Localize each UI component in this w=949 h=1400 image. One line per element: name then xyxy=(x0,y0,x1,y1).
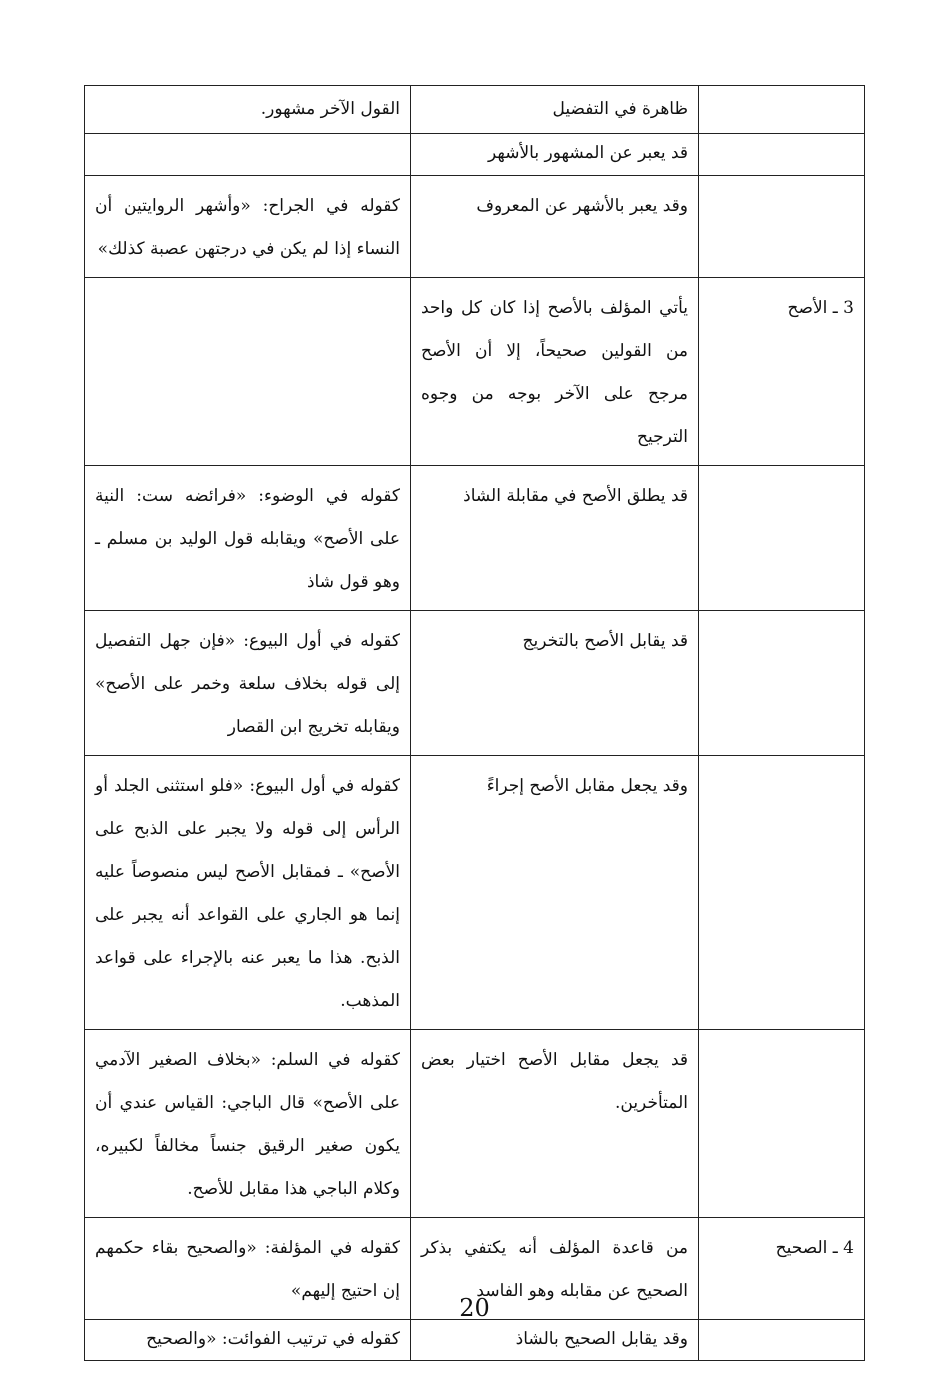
term-cell: 4 ـ الصحيح xyxy=(699,1218,865,1320)
table-row xyxy=(85,176,865,278)
term-cell xyxy=(699,134,865,176)
table-row xyxy=(85,756,865,1030)
example-cell xyxy=(85,278,411,466)
term-cell xyxy=(699,756,865,1030)
table-row xyxy=(85,86,865,134)
table-row xyxy=(85,611,865,756)
example-cell: كقوله في المؤلفة: «والصحيح بقاء حكمهم إن احتيج إليهم» xyxy=(85,1218,411,1320)
terms-table xyxy=(84,85,865,1361)
example-cell: كقوله في أول البيوع: «فلو استثنى الجلد أو الرأس إلى قوله ولا يجبر على الذبح على الأصح» ـ فمقابل الأصح ليس منصوصاً عليه إنما هو الجاري على القواعد أنه يجبر على الذبح. هذا ما يعبر عنه بالإجراء على قواعد المذهب. xyxy=(85,756,411,1030)
description-cell: وقد يعبر بالأشهر عن المعروف xyxy=(411,176,699,278)
description-cell: قد يقابل الأصح بالتخريج xyxy=(411,611,699,756)
description-cell: قد يطلق الأصح في مقابلة الشاذ xyxy=(411,466,699,611)
description-cell: قد يجعل مقابل الأصح اختيار بعض المتأخرين. xyxy=(411,1030,699,1218)
description-cell: قد يعبر عن المشهور بالأشهر xyxy=(411,134,699,176)
page-number: 20 xyxy=(459,1294,490,1322)
term-cell xyxy=(699,86,865,134)
table-row xyxy=(85,278,865,466)
example-cell: كقوله في ترتيب الفوائت: «والصحيح xyxy=(85,1320,411,1361)
term-cell xyxy=(699,1030,865,1218)
description-cell: ظاهرة في التفضيل xyxy=(411,86,699,134)
term-cell: 3 ـ الأصح xyxy=(699,278,865,466)
example-cell: كقوله في أول البيوع: «فإن جهل التفصيل إلى قوله بخلاف سلعة وخمر على الأصح» ويقابله تخريج ابن القصار xyxy=(85,611,411,756)
term-cell xyxy=(699,176,865,278)
example-cell xyxy=(85,134,411,176)
description-cell: يأتي المؤلف بالأصح إذا كان كل واحد من القولين صحيحاً، إلا أن الأصح مرجح على الآخر بوجه من وجوه الترجيح xyxy=(411,278,699,466)
description-cell: وقد يقابل الصحيح بالشاذ xyxy=(411,1320,699,1361)
table-row xyxy=(85,134,865,176)
term-cell xyxy=(699,466,865,611)
table-row xyxy=(85,1320,865,1361)
description-cell: من قاعدة المؤلف أنه يكتفي بذكر الصحيح عن مقابله وهو الفاسد xyxy=(411,1218,699,1320)
description-cell: وقد يجعل مقابل الأصح إجراءً xyxy=(411,756,699,1030)
table-row xyxy=(85,466,865,611)
example-cell: كقوله في السلم: «بخلاف الصغير الآدمي على الأصح» قال الباجي: القياس عندي أن يكون صغير الرقيق جنساً مخالفاً لكبيره، وكلام الباجي هذا مقابل للأصح. xyxy=(85,1030,411,1218)
term-cell xyxy=(699,1320,865,1361)
table-row xyxy=(85,1030,865,1218)
example-cell: القول الآخر مشهور. xyxy=(85,86,411,134)
term-cell xyxy=(699,611,865,756)
example-cell: كقوله في الوضوء: «فرائضه ست: النية على الأصح» ويقابله قول الوليد بن مسلم ـ وهو قول شاذ xyxy=(85,466,411,611)
example-cell: كقوله في الجراح: «وأشهر الروايتين أن النساء إذا لم يكن في درجتهن عصبة كذلك» xyxy=(85,176,411,278)
